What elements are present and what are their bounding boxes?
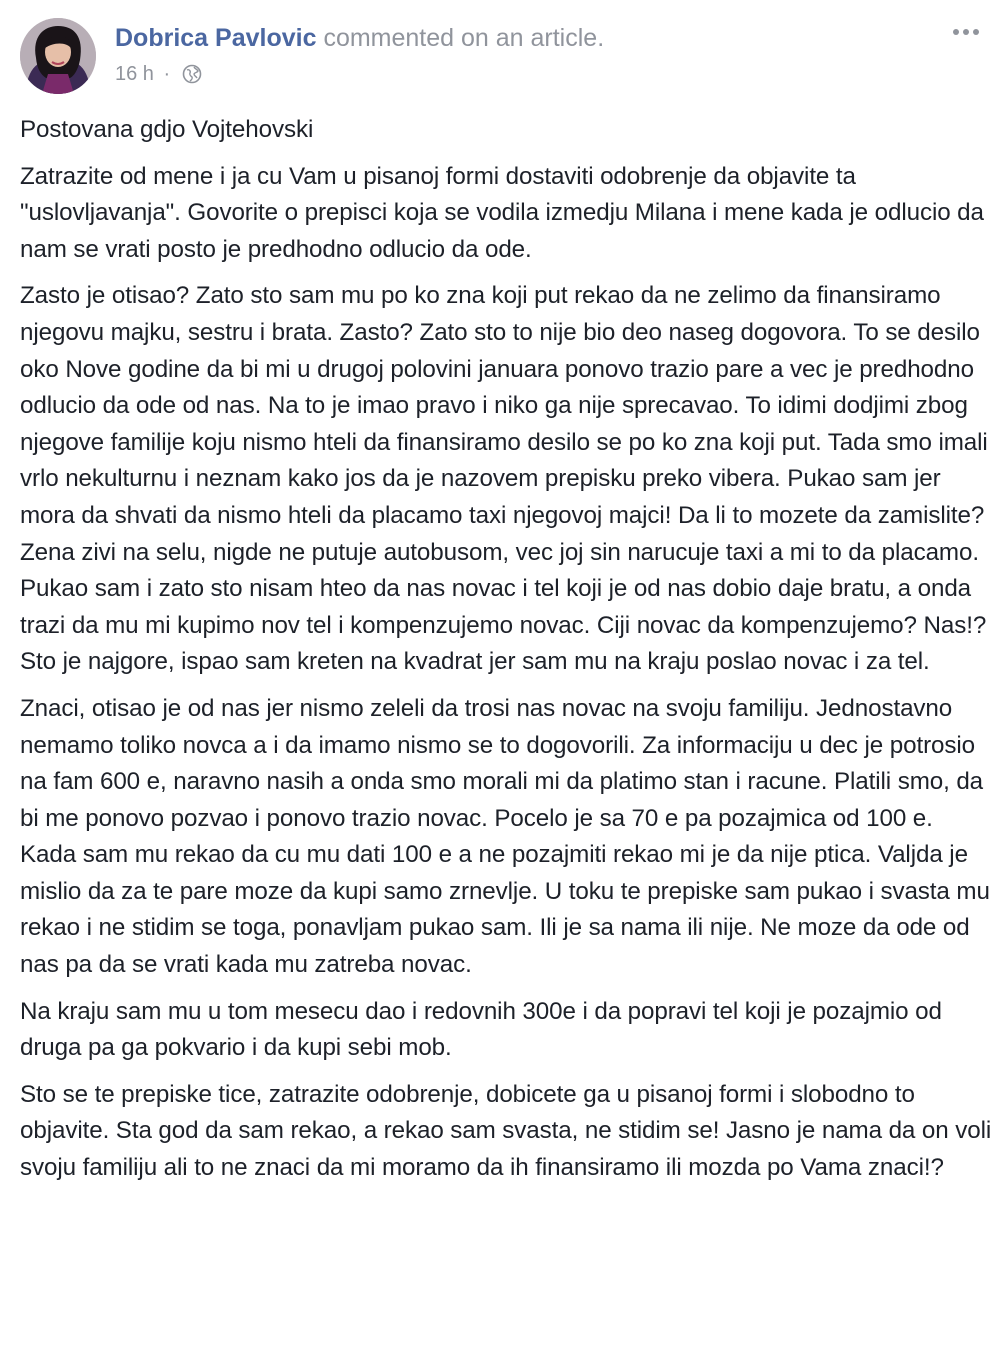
meta-separator: · <box>163 63 171 85</box>
comment-paragraph: Na kraju sam mu u tom mesecu dao i redovnih 300e i da popravi tel koji je pozajmio od druga pa ga pokvario i da kupi sebi mob. <box>20 997 942 1062</box>
more-options-icon[interactable] <box>946 20 986 44</box>
comment-paragraph: Postovana gdjo Vojtehovski <box>20 116 314 143</box>
comment-paragraph: Zasto je otisao? Zato sto sam mu po ko zna koji put rekao da ne zelimo da finansiramo njegovu majku, sestru i brata. Zasto? Zato sto to nije bio deo naseg dogovora. To se desilo oko Nove godine da bi mi u drugoj polovini januara ponovo trazio pare a vec je predhodno odlucio da ode od nas. Na to je imao pravo i niko ga nije sprecavao. To idimi dodjimi zbog njegove familije koju nismo hteli da finansiramo desilo se po ko zna koji put. Tada smo imali vrlo nekulturnu i neznam kako jos da je nazovem prepisku preko vibera. Pukao sam jer mora da shvati da nismo hteli da placamo taxi njegovoj majci! Da li to mozete da zamislite? Zena zivi na selu, nigde ne putuje autobusom, vec joj sin narucuje taxi a mi to da placamo. Pukao sam i zato sto nisam hteo da nas novac i tel koji je od nas dobio daje bratu, a onda trazi da mu mi kupimo nov tel i kompenzujemo novac. Ciji novac da kompenzujemo? Nas!? Sto je najgore, ispao sam kreten na kvadrat jer sam mu na kraju poslao novac i za tel. <box>20 282 988 676</box>
post-action-text: commented on an article. <box>323 24 605 52</box>
post-header <box>20 18 980 98</box>
comment-body <box>20 112 992 1197</box>
author-line <box>115 23 604 53</box>
globe-icon[interactable] <box>182 64 202 90</box>
avatar[interactable] <box>20 18 96 94</box>
comment-paragraph: Zatrazite od mene i ja cu Vam u pisanoj formi dostaviti odobrenje da objavite ta "uslovljavanja". Govorite o prepisci koja se vodila izmedju Milana i mene kada je odlucio da nam se vrati posto je predhodno odlucio da ode. <box>20 162 984 263</box>
timestamp-link[interactable]: 16 h <box>115 63 154 85</box>
avatar-image <box>20 18 96 94</box>
comment-paragraph: Sto se te prepiske tice, zatrazite odobrenje, dobicete ga u pisanoj formi i slobodno to objavite. Sta god da sam rekao, a rekao sam svasta, ne stidim se! Jasno je nama da on voli svoju familiju ali to ne znaci da mi moramo da ih finansiramo ili mozda po Vama znaci!? <box>20 1080 992 1182</box>
comment-paragraph: Znaci, otisao je od nas jer nismo zeleli da trosi nas novac na svoju familiju. Jednostavno nemamo toliko novca a i da imamo nismo se to dogovorili. Za informaciju u dec je potrosio na fam 600 e, naravno nasih a onda smo morali mi da platimo stan i racune. Platili smo, da bi me ponovo pozvao i ponovo trazio novac. Pocelo je sa 70 e pa pozajmica od 100 e. Kada sam mu rekao da cu mu dati 100 e a ne pozajmiti rekao mi je da nije ptica. Valjda je mislio da za te pare moze da kupi samo zrnevlje. U toku te prepiske sam pukao i svasta mu rekao i ne stidim se toga, ponavljam pukao sam. Ili je sa nama ili nije. Ne moze da ode od nas pa da se vrati kada mu zatreba novac. <box>20 694 990 979</box>
author-name-link[interactable]: Dobrica Pavlovic <box>115 24 317 52</box>
post-meta <box>115 62 202 90</box>
